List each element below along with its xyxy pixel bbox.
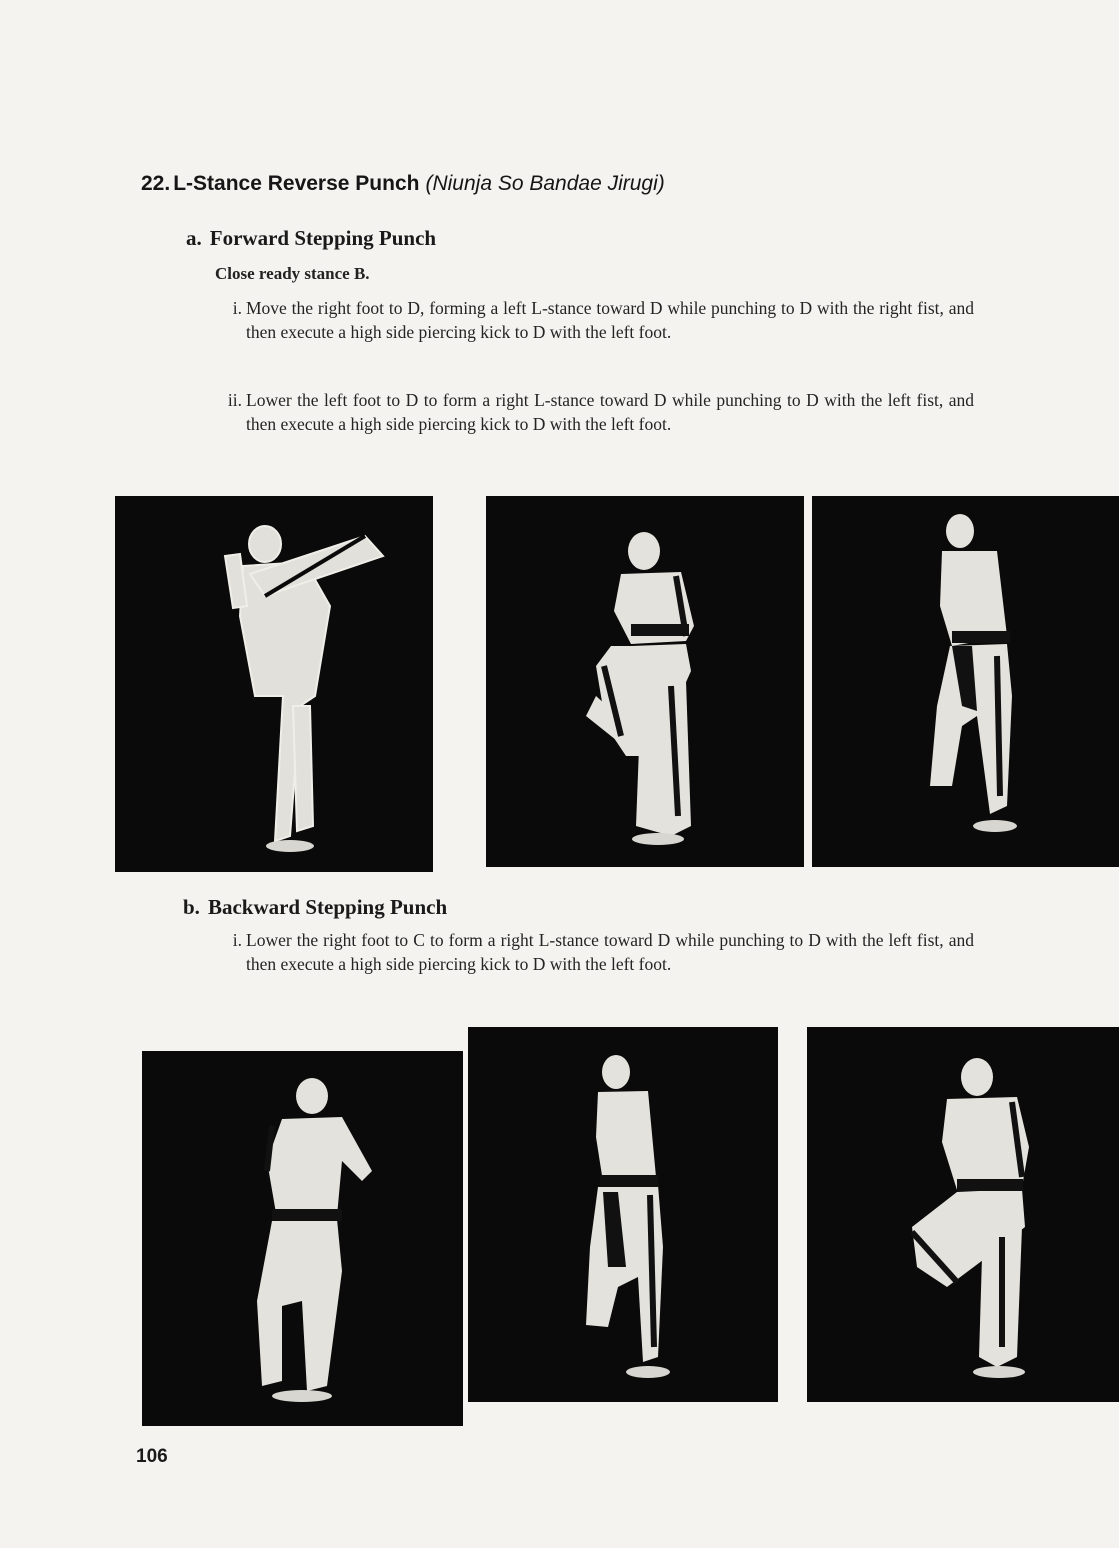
ready-stance-text: Close ready stance B. [215,264,370,283]
section-b-title: Backward Stepping Punch [207,895,448,919]
figure-knee-raise-2 [807,1027,1119,1402]
step-b-i [232,928,974,976]
photo-knee-raise-chamber-2 [807,1027,1119,1402]
section-a-title: Forward Stepping Punch [209,226,437,250]
section-b-label: b. [183,895,200,919]
step-marker: ii. [227,390,242,410]
title-main: L-Stance Reverse Punch [173,172,420,195]
figure-side-kick [115,496,433,872]
photo-l-stance-guard [142,1051,463,1426]
photo-l-stance-punch-2 [468,1027,778,1402]
photo-knee-raise-chamber [486,496,804,867]
figure-l-stance-punch-2 [468,1027,778,1402]
step-text: Lower the right foot to C to form a right L-stance toward D while punching to D with the left fist, and then execute a high side piercing kick to D with the left foot. [246,930,974,974]
step-marker: i. [232,298,242,318]
photo-side-kick-high [115,496,433,872]
step-a-i [232,296,974,344]
page-title [141,172,665,196]
title-subtitle: (Niunja So Bandae Jirugi) [425,172,665,195]
step-text: Move the right foot to D, forming a left L-stance toward D while punching to D with the right fist, and then execute a high side piercing kick to D with the left foot. [246,298,974,342]
title-number: 22. [141,172,171,195]
figure-knee-raise [486,496,804,867]
section-a-heading [186,226,436,251]
figure-l-stance-guard [142,1051,463,1426]
photo-l-stance-punch [812,496,1119,867]
step-a-ii [227,388,974,436]
page-number: 106 [136,1446,168,1467]
step-marker: i. [232,930,242,950]
section-a-label: a. [186,226,202,250]
figure-l-stance-punch [812,496,1119,867]
step-text: Lower the left foot to D to form a right L-stance toward D while punching to D with the left fist, and then execute a high side piercing kick to D with the left foot. [246,390,974,434]
section-b-heading [183,895,447,920]
